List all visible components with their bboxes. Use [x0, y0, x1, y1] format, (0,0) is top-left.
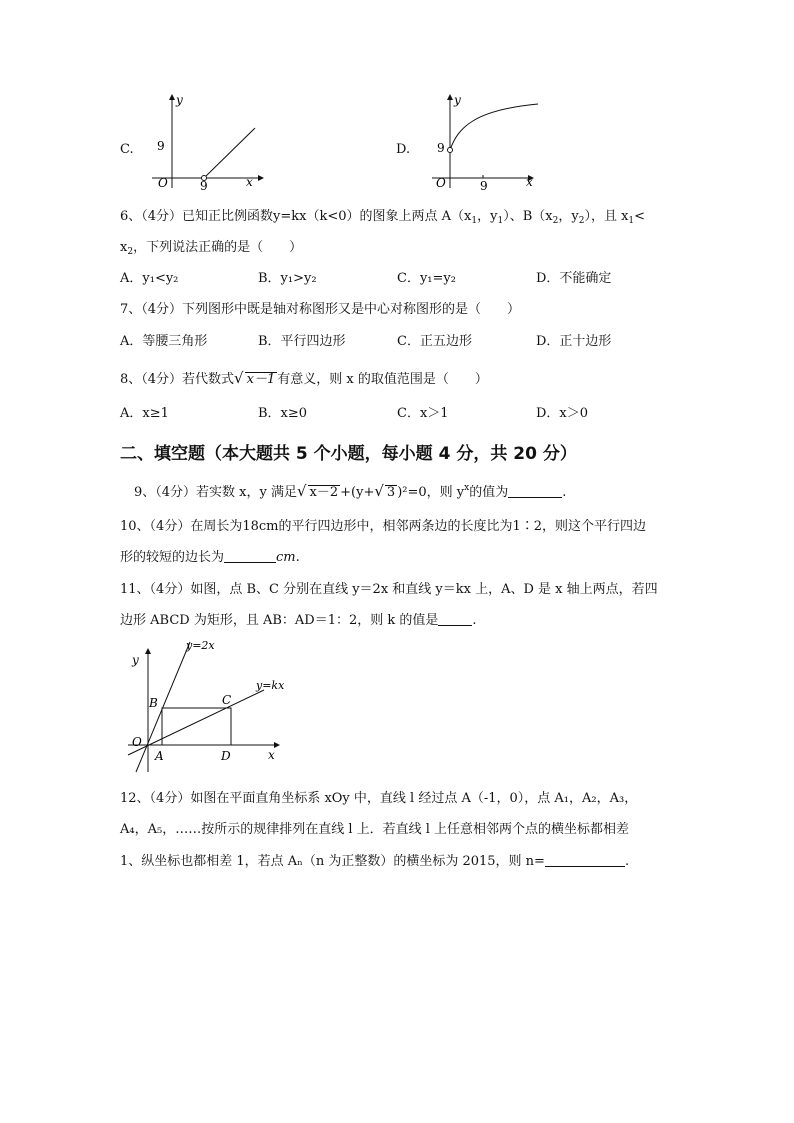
q6-option-a[interactable]: A．y₁<y₂ [120, 271, 179, 286]
answer-blank[interactable] [224, 548, 276, 563]
q7-option-c[interactable]: C．正五边形 [397, 334, 472, 349]
point-d-label: D [221, 749, 231, 763]
y-tick-label: 9 [437, 141, 445, 155]
question-12-line-2: A₄，A₅，……按所示的规律排列在直线 l 上．若直线 l 上任意相邻两个点的横坐标都相差 [120, 822, 630, 837]
question-10-line-1: 10、（4分）在周长为18cm的平行四边形中，相邻两条边的长度比为1∶2，则这个平行四边 [120, 519, 647, 534]
sqrt-symbol: √ [234, 369, 244, 387]
y-tick-label: 9 [157, 139, 165, 153]
q6-option-c[interactable]: C．y₁=y₂ [397, 271, 456, 286]
q8-option-d[interactable]: D．x＞0 [536, 406, 589, 421]
question-12-line-3: 1、纵坐标也都相差 1，若点 Aₙ（n 为正整数）的横坐标为 2015，则 n= . [120, 854, 630, 869]
question-9-text: 9、（4分）若实数 x，y 满足√ x－2 +(y+√ 3 )²=0，则 $y^x$的值为 . [134, 482, 567, 500]
x-tick-label: 9 [200, 179, 208, 192]
x-axis-arrow [274, 742, 280, 748]
option-d-graph [390, 92, 550, 192]
graph-c-svg [140, 92, 270, 192]
answer-blank[interactable] [545, 852, 625, 867]
q7-option-d[interactable]: D．正十边形 [536, 334, 612, 349]
option-c-graph [110, 92, 270, 192]
y-axis-arrow [169, 94, 175, 100]
q6-option-b[interactable]: B．y₁>y₂ [258, 271, 317, 286]
rectangle-abcd [162, 708, 231, 745]
origin-label: O [132, 735, 142, 749]
y-axis-label: y [132, 653, 139, 667]
sqrt-radicand: x－1 [246, 372, 276, 387]
x-axis-arrow [258, 175, 264, 181]
question-7-text: 7、（4分）下列图形中既是轴对称图形又是中心对称图形的是（ ） [120, 302, 521, 317]
label-y-kx: y=kx [256, 679, 285, 692]
y-axis-label: y [176, 93, 183, 107]
graph-d-open-point [448, 148, 453, 153]
q7-option-a[interactable]: A．等腰三角形 [120, 334, 208, 349]
y-axis-label: y [454, 93, 461, 107]
x-axis-label: x [268, 748, 275, 762]
y-axis-arrow [447, 94, 453, 100]
point-b-label: B [149, 696, 158, 710]
origin-label: O [158, 176, 168, 190]
q8-option-c[interactable]: C．x＞1 [397, 406, 449, 421]
answer-blank[interactable] [508, 483, 562, 498]
graph-d-curve [450, 104, 538, 150]
q6-option-d[interactable]: D．不能确定 [536, 271, 612, 286]
graph-d-svg [420, 92, 550, 192]
question-11-line-1: 11、（4分）如图，点 B、C 分别在直线 y＝2x 和直线 y＝kx 上，A、D 是 x 轴上两点，若四 [120, 582, 658, 597]
question-10-line-2: 形的较短的边长为 cm. [120, 550, 300, 565]
q8-option-b[interactable]: B．x≥0 [258, 406, 308, 421]
graph-c-line [204, 128, 255, 178]
sqrt-symbol: √ [374, 482, 384, 500]
origin-label: O [436, 176, 446, 190]
q7-option-b[interactable]: B．平行四边形 [258, 334, 346, 349]
sqrt-radicand-1: x－2 [309, 485, 339, 500]
label-y-2x: y=2x [186, 639, 215, 652]
option-d-label: D. [396, 142, 411, 157]
x-axis-label: x [246, 175, 253, 189]
question-11-line-2: 边形 ABCD 为矩形，且 AB：AD＝1：2，则 k 的值是 . [120, 613, 477, 628]
x-axis-label: x [526, 175, 533, 189]
sqrt-symbol: √ [296, 482, 307, 500]
section-2-heading: 二、填空题（本大题共 5 个小题，每小题 4 分，共 20 分） [120, 444, 577, 464]
point-c-label: C [222, 693, 232, 707]
y-axis-arrow [145, 648, 151, 654]
question-12-line-1: 12、（4分）如图在平面直角坐标系 xOy 中，直线 l 经过点 A（-1，0），点 A₁，A₂，A₃， [120, 791, 638, 806]
question-11-figure [118, 632, 288, 782]
question-8-text: 8、（4分）若代数式√ x－1 有意义，则 x 的取值范围是（ ） [120, 369, 488, 387]
option-c-label: C. [120, 142, 134, 157]
sqrt-radicand-2: 3 [386, 485, 396, 500]
point-a-label: A [155, 749, 164, 763]
q8-option-a[interactable]: A．x≥1 [120, 406, 169, 421]
question-6-line-2: $x_2$，下列说法正确的是（ ） [120, 240, 303, 257]
answer-blank[interactable] [438, 611, 472, 626]
question-6-line-1: 6、（4分）已知正比例函数y=kx（k<0）的图象上两点 $A(x_1$，$y_1$）、$B(x_2$，$y_2$），且 $x_1<$ [120, 209, 646, 226]
x-tick-label: 9 [480, 179, 488, 192]
